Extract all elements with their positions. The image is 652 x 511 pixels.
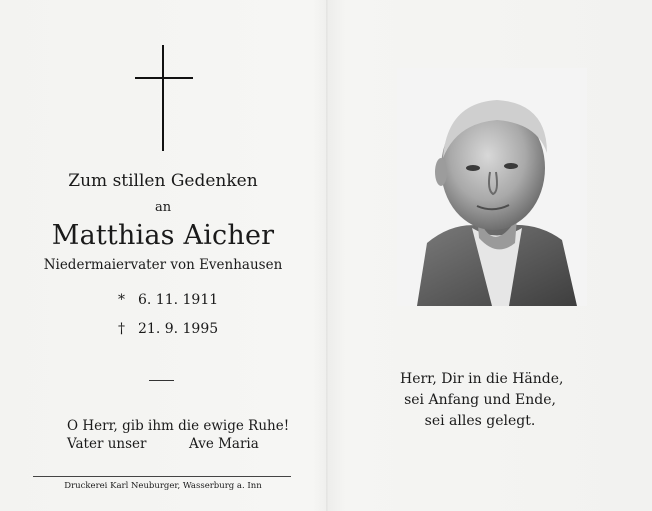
verse-line-3: sei alles gelegt. [424,413,536,429]
prayer-line: O Herr, gib ihm die ewige Ruhe! [67,418,290,434]
death-dagger-icon: † [118,321,125,337]
portrait-image [397,68,587,306]
prayer-vater-unser: Vater unser [67,436,147,452]
verse-line-1: Herr, Dir in die Hände, [400,371,564,387]
separator-dash [149,380,174,381]
deceased-name: Matthias Aicher [51,220,275,251]
prayer-ave-maria: Ave Maria [189,436,259,452]
cross-icon [135,45,193,151]
portrait-photo [397,68,587,306]
birth-date-line [118,292,258,308]
printer-credit: Druckerei Karl Neuburger, Wasserburg a. Inn [64,481,262,491]
footer-rule [33,476,291,477]
cross-vertical-bar [162,45,164,151]
memorial-an: an [154,200,172,215]
memorial-heading: Zum stillen Gedenken [68,171,258,191]
verse-line-2: sei Anfang und Ende, [404,392,556,408]
death-date-line [118,321,258,337]
death-date: 21. 9. 1995 [138,321,219,337]
birth-date: 6. 11. 1911 [138,292,219,308]
deceased-role: Niedermaiervater von Evenhausen [43,257,283,273]
cross-horizontal-bar [135,77,193,79]
card-fold [326,0,328,511]
birth-star-icon: * [118,292,125,308]
